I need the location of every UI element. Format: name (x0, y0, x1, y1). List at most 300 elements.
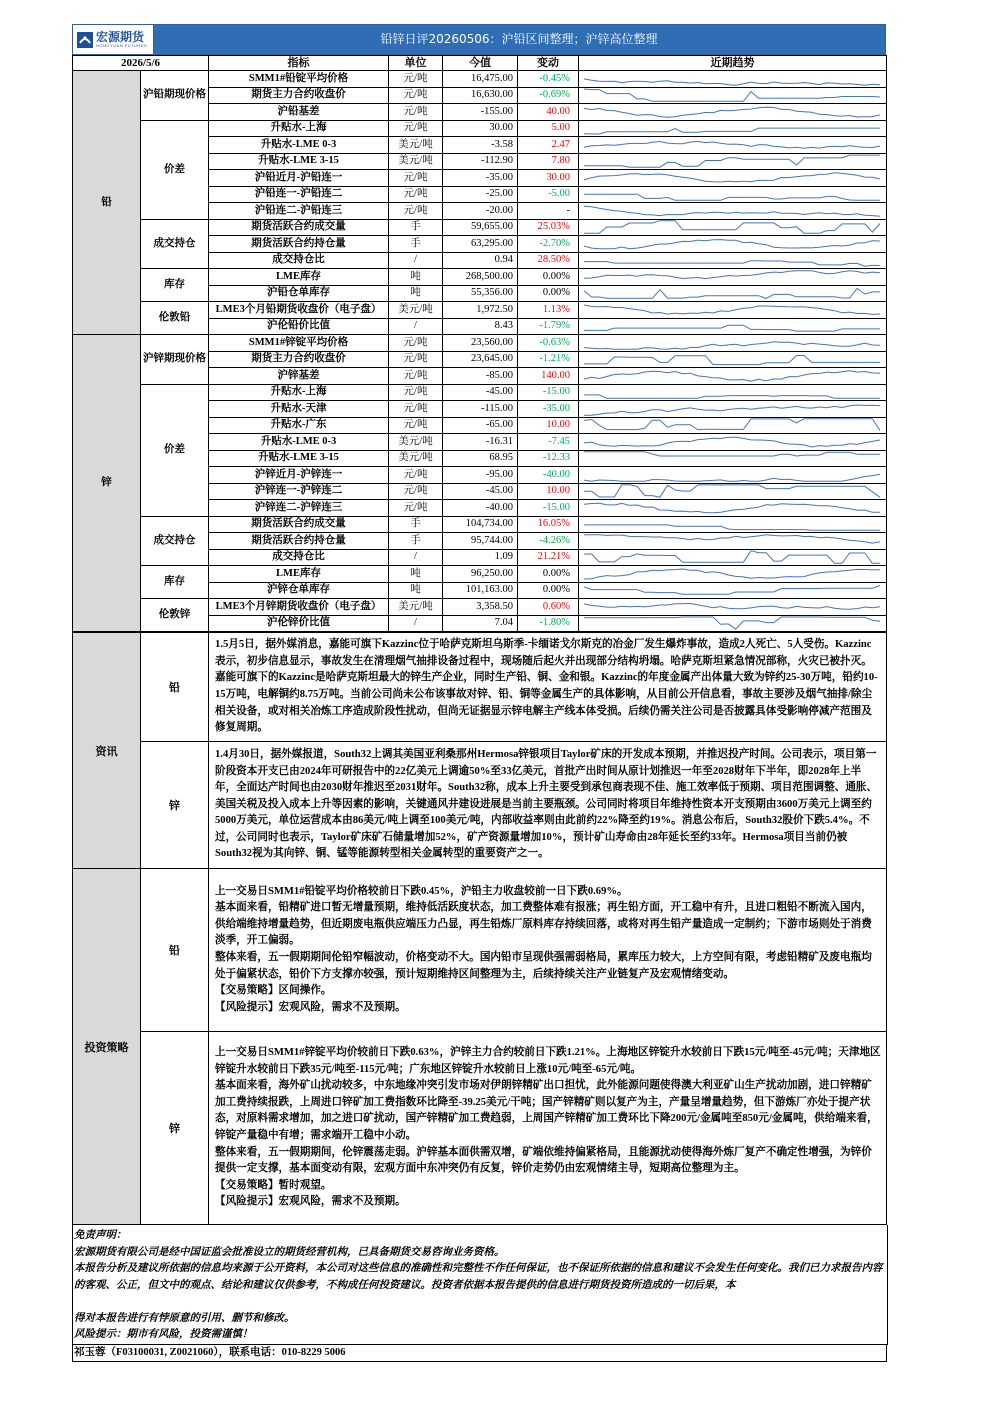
report-page (72, 24, 886, 1362)
trend-cell (579, 335, 887, 352)
trend-sparkline (579, 319, 885, 333)
unit-cell: 元/吨 (389, 401, 443, 418)
change-cell: -1.79% (518, 318, 579, 335)
unit-cell: 元/吨 (389, 483, 443, 500)
trend-cell (579, 450, 887, 467)
value-cell: 101,163.00 (443, 582, 518, 599)
trend-line (584, 89, 880, 101)
value-cell: -115.00 (443, 401, 518, 418)
trend-line (584, 107, 880, 117)
unit-cell: / (389, 615, 443, 632)
indicator-name: LME3个月铅期货收盘价（电子盘） (209, 302, 389, 319)
trend-sparkline (579, 303, 885, 317)
unit-cell: 元/吨 (389, 467, 443, 484)
trend-line (584, 341, 880, 349)
change-cell: 1.13% (518, 302, 579, 319)
trend-line (584, 356, 880, 365)
unit-cell: 美元/吨 (389, 434, 443, 451)
col-change: 变动 (518, 56, 579, 71)
indicator-name: 升贴水-LME 3-15 (209, 450, 389, 467)
market-row (73, 335, 887, 352)
indicator-name: SMM1#锌锭平均价格 (209, 335, 389, 352)
trend-cell (579, 533, 887, 550)
change-cell: -15.00 (518, 500, 579, 517)
value-cell: 16,630.00 (443, 87, 518, 104)
trend-sparkline (579, 369, 885, 383)
unit-cell: 美元/吨 (389, 302, 443, 319)
indicator-name: 升贴水-广东 (209, 417, 389, 434)
unit-cell: 美元/吨 (389, 599, 443, 616)
value-cell: 104,734.00 (443, 516, 518, 533)
indicator-name: 期货主力合约收盘价 (209, 351, 389, 368)
zinc-section-label: 锌 (73, 335, 141, 632)
indicator-name: 沪铅基差 (209, 104, 389, 121)
trend-cell (579, 219, 887, 236)
unit-cell: 手 (389, 236, 443, 253)
trend-cell (579, 582, 887, 599)
value-cell: 1.09 (443, 549, 518, 566)
change-cell: 40.00 (518, 104, 579, 121)
trend-cell (579, 401, 887, 418)
change-cell: 7.80 (518, 153, 579, 170)
change-cell: -5.00 (518, 186, 579, 203)
trend-cell (579, 285, 887, 302)
trend-sparkline (579, 435, 885, 449)
report-title: 铅锌日评20260506：沪铅区间整理；沪锌高位整理 (380, 32, 658, 46)
indicator-name: 升贴水-上海 (209, 120, 389, 137)
change-cell: -7.45 (518, 434, 579, 451)
trend-sparkline (579, 600, 885, 614)
news-zinc-label: 锌 (141, 742, 209, 869)
news-lead-text: 1.5月5日，据外媒消息，嘉能可旗下Kazzinc位于哈萨克斯坦乌斯季-卡缅诺戈尔斯克的冶金厂发生爆炸事故，造成2人死亡、5人受伤。Kazzinc表示，初步信息显示，事故发生在清理烟气抽排设备过程中，现场随后起火并出现部分结构坍塌。哈萨克斯坦紧急情况部称，火灾已被扑灭。嘉能可旗下的Kazzinc是哈萨克斯坦最大的锌生产企业，同时生产铅、铜、金和银。Kazzinc的年度金属产出体量大致为锌约25-30万吨，铅约10-15万吨，电解铜约8.75万吨。当前公司尚未公布该事故对锌、铅、铜等金属生产的具体影响，从目前公开信息看，事故主要涉及烟气抽排/除尘相关设备，或对相关冶炼工序造成阶段性扰动，但尚无证据显示锌电解主产线本体受损。后续仍需关注公司是否披露具体受影响停减产范围及修复周期。 (209, 633, 887, 742)
change-cell: -1.21% (518, 351, 579, 368)
unit-cell: / (389, 549, 443, 566)
trend-sparkline (579, 583, 885, 597)
value-cell: -40.00 (443, 500, 518, 517)
strategy-lead-para: 【风险提示】宏观风险，需求不及预期。 (215, 1001, 406, 1013)
indicator-name: 升贴水-LME 0-3 (209, 434, 389, 451)
value-cell: 3,358.50 (443, 599, 518, 616)
unit-cell: 手 (389, 533, 443, 550)
table-header-row (73, 56, 887, 71)
trend-cell (579, 384, 887, 401)
market-row (73, 384, 887, 401)
trend-cell (579, 351, 887, 368)
change-cell: 0.00% (518, 285, 579, 302)
strategy-lead-row (73, 869, 887, 1032)
strategy-zinc-label: 锌 (141, 1032, 209, 1225)
logo-mark-icon (77, 32, 93, 48)
trend-sparkline (579, 484, 885, 498)
unit-cell: 元/吨 (389, 203, 443, 220)
trend-cell (579, 500, 887, 517)
indicator-name: 沪铅连一-沪铅连二 (209, 186, 389, 203)
trend-sparkline (579, 418, 885, 432)
value-cell: 59,655.00 (443, 219, 518, 236)
col-indicator: 指标 (209, 56, 389, 71)
strategy-section-label: 投资策略 (73, 869, 141, 1225)
trend-line (584, 437, 880, 447)
value-cell: 8.43 (443, 318, 518, 335)
strategy-zinc-para: 【风险提示】宏观风险，需求不及预期。 (215, 1196, 406, 1208)
indicator-name: 沪锌连二-沪锌连三 (209, 500, 389, 517)
group-label: 伦敦铅 (141, 302, 209, 335)
indicator-name: 沪伦铅价比值 (209, 318, 389, 335)
unit-cell: 吨 (389, 269, 443, 286)
change-cell: 16.05% (518, 516, 579, 533)
unit-cell: 元/吨 (389, 104, 443, 121)
col-today: 今值 (443, 56, 518, 71)
value-cell: -20.00 (443, 203, 518, 220)
indicator-name: 期货活跃合约持仓量 (209, 236, 389, 253)
trend-sparkline (579, 204, 885, 218)
strategy-zinc-text (209, 1032, 887, 1225)
trend-cell (579, 104, 887, 121)
trend-sparkline (579, 550, 885, 564)
indicator-name: 成交持仓比 (209, 252, 389, 269)
trend-cell (579, 153, 887, 170)
group-label: 成交持仓 (141, 516, 209, 566)
trend-sparkline (579, 88, 885, 102)
trend-sparkline (579, 187, 885, 201)
value-cell: 0.94 (443, 252, 518, 269)
indicator-name: 期货活跃合约成交量 (209, 219, 389, 236)
indicator-name: LME库存 (209, 269, 389, 286)
trend-line (584, 617, 880, 629)
change-cell: 10.00 (518, 417, 579, 434)
strategy-lead-text (209, 869, 887, 1032)
change-cell: 2.47 (518, 137, 579, 154)
analyst-contact: 祁玉蓉（F03100031, Z0021060），联系电话：010-8229 5006 (72, 1345, 887, 1362)
indicator-name: LME库存 (209, 566, 389, 583)
unit-cell: 元/吨 (389, 71, 443, 88)
indicator-name: 期货活跃合约持仓量 (209, 533, 389, 550)
disclaimer-line: 得对本报告进行有悖原意的引用、删节和修改。 (74, 1312, 295, 1324)
value-cell: 23,645.00 (443, 351, 518, 368)
market-row (73, 120, 887, 137)
unit-cell: 元/吨 (389, 335, 443, 352)
trend-line (584, 155, 880, 167)
trend-line (584, 206, 880, 216)
change-cell: 140.00 (518, 368, 579, 385)
trend-cell (579, 599, 887, 616)
news-zinc-text: 1.4月30日，据外媒报道，South32上调其美国亚利桑那州Hermosa锌银项目Taylor矿床的开发成本预期，并推迟投产时间。公司表示，项目第一阶段资本开支已由2024年可研报告中的22亿美元上调逾50%至33亿美元，首批产出时间从原计划推迟一年至2028财年下半年，即2028年上半年，全面达产时间也由2030财年推迟至2031财年。South32称，成本上升主要受到承包商表现不佳、施工效率低于预期、项目范围调整、通胀、美国关税及投入成本上升等因素的影响，关键通风井建设进展是当前主要瓶颈。公司同时将项目年维持性资本开支预期由3600万美元上调至约5000万美元，单位运营成本由86美元/吨上调至100美元/吨，内部收益率则由此前约22%降至约19%。消息公布后，South32股价下跌5.4%。不过，公司同时也表示，Taylor矿床矿石储量增加52%，矿产资源量增加10%，预计矿山寿命由28年延长至约33年。Hermosa项目当前仍被South32视为其向锌、铜、锰等能源转型相关金属转型的重要资产之一。 (209, 742, 887, 869)
trend-line (584, 261, 880, 267)
change-cell: 0.60% (518, 599, 579, 616)
value-cell: -25.00 (443, 186, 518, 203)
value-cell: -95.00 (443, 467, 518, 484)
trend-sparkline (579, 72, 885, 86)
disclaimer-line: 本报告分析及建议所依据的信息均来源于公开资料，本公司对这些信息的准确性和完整性不作任何保证，也不保证所依据的信息和建议不会发生任何变化。我们已力求报告内容的客观、公正，但文中的观点、结论和建议仅供参考，不构成任何投资建议。投资者依据本报告提供的信息进行期货投资所造成的一切后果，本 (74, 1263, 883, 1291)
news-table (72, 632, 887, 1225)
trend-cell (579, 566, 887, 583)
trend-cell (579, 269, 887, 286)
indicator-name: 期货主力合约收盘价 (209, 87, 389, 104)
trend-line (584, 194, 880, 200)
group-label: 价差 (141, 384, 209, 516)
indicator-name: 沪锌连一-沪锌连二 (209, 483, 389, 500)
market-row (73, 566, 887, 583)
trend-sparkline (579, 517, 885, 531)
trend-sparkline (579, 121, 885, 135)
group-label: 伦敦锌 (141, 599, 209, 632)
value-cell: 95,744.00 (443, 533, 518, 550)
trend-cell (579, 302, 887, 319)
trend-cell (579, 467, 887, 484)
indicator-name: LME3个月锌期货收盘价（电子盘） (209, 599, 389, 616)
trend-cell (579, 516, 887, 533)
change-cell: -0.63% (518, 335, 579, 352)
unit-cell: 手 (389, 219, 443, 236)
unit-cell: 元/吨 (389, 351, 443, 368)
change-cell: -12.33 (518, 450, 579, 467)
report-header (72, 24, 886, 55)
unit-cell: 元/吨 (389, 186, 443, 203)
trend-sparkline (579, 105, 885, 119)
news-section-label: 资讯 (73, 633, 141, 869)
trend-cell (579, 417, 887, 434)
indicator-name: 升贴水-LME 0-3 (209, 137, 389, 154)
change-cell: -4.26% (518, 533, 579, 550)
trend-line (584, 371, 880, 381)
indicator-name: 沪锌近月-沪锌连一 (209, 467, 389, 484)
strategy-zinc-para: 整体来看，五一假期期间，伦锌震荡走弱。沪锌基本面供需双增，矿端依维持偏紧格局，且能源扰动使得海外炼厂复产不确定性增强，为锌价提供一定支撑，基本面变动有限，宏观方面中东冲突仍有反复，锌价走势仍由宏观情绪主导，短期高位整理为主。 (215, 1146, 872, 1175)
unit-cell: / (389, 318, 443, 335)
unit-cell: 元/吨 (389, 120, 443, 137)
unit-cell: 美元/吨 (389, 137, 443, 154)
trend-cell (579, 318, 887, 335)
change-cell: -2.70% (518, 236, 579, 253)
unit-cell: 元/吨 (389, 500, 443, 517)
indicator-name: 沪铅近月-沪铅连一 (209, 170, 389, 187)
value-cell: 7.04 (443, 615, 518, 632)
trend-cell (579, 120, 887, 137)
trend-cell (579, 483, 887, 500)
unit-cell: 吨 (389, 582, 443, 599)
value-cell: 68.95 (443, 450, 518, 467)
trend-sparkline (579, 237, 885, 251)
value-cell: -155.00 (443, 104, 518, 121)
change-cell: -15.00 (518, 384, 579, 401)
market-row (73, 71, 887, 88)
trend-line (584, 551, 880, 564)
trend-line (584, 305, 880, 314)
trend-cell (579, 368, 887, 385)
group-label: 库存 (141, 566, 209, 599)
trend-sparkline (579, 501, 885, 515)
strategy-zinc-para: 【交易策略】暂时观望。 (215, 1179, 332, 1191)
market-row (73, 516, 887, 533)
change-cell: 0.00% (518, 269, 579, 286)
value-cell: -16.31 (443, 434, 518, 451)
indicator-name: 成交持仓比 (209, 549, 389, 566)
change-cell: 28.50% (518, 252, 579, 269)
trend-cell (579, 87, 887, 104)
trend-line (584, 569, 880, 579)
indicator-name: 升贴水-LME 3-15 (209, 153, 389, 170)
unit-cell: / (389, 252, 443, 269)
unit-cell: 吨 (389, 285, 443, 302)
trend-sparkline (579, 286, 885, 300)
logo-subtext: HONGYUAN FUTURES (96, 43, 148, 48)
value-cell: 30.00 (443, 120, 518, 137)
value-cell: -65.00 (443, 417, 518, 434)
strategy-zinc-row (73, 1032, 887, 1225)
unit-cell: 元/吨 (389, 417, 443, 434)
value-cell: 55,356.00 (443, 285, 518, 302)
change-cell: 21.21% (518, 549, 579, 566)
trend-line (584, 221, 880, 234)
indicator-name: 沪伦锌价比值 (209, 615, 389, 632)
trend-sparkline (579, 402, 885, 416)
value-cell: 1,972.50 (443, 302, 518, 319)
trend-line (584, 239, 880, 248)
trend-sparkline (579, 253, 885, 267)
disclaimer-title: 免责声明： (74, 1230, 127, 1241)
market-row (73, 599, 887, 616)
trend-line (584, 128, 880, 134)
strategy-lead-para: 整体来看，五一假期期间伦铅窄幅波动，价格变动不大。国内铅市呈现供强需弱格局，累库压力较大，上方空间有限，考虑铅精矿及废电瓶均处于偏紧状态，铅价下方支撑亦较强，预计短期维持区间整理为主，后续持续关注产业链复产及宏观情绪变动。 (215, 952, 872, 980)
strategy-lead-para: 基本面来看，铅精矿进口暂无增量预期，维持低活跃度状态，加工费整体难有报涨；再生铅方面，开工稳中有升，且进口粗铅不断流入国内，供给端维持增量趋势，但近期废电瓶供应端压力凸显，再生铅炼厂原料库存持续回落，或将对再生铅产量造成一定制约；下游市场则处于消费淡季，开工偏弱。 (215, 902, 872, 947)
unit-cell: 元/吨 (389, 170, 443, 187)
value-cell: 63,295.00 (443, 236, 518, 253)
unit-cell: 吨 (389, 566, 443, 583)
trend-sparkline (579, 468, 885, 482)
trend-cell (579, 549, 887, 566)
change-cell: -0.45% (518, 71, 579, 88)
news-lead-label: 铅 (141, 633, 209, 742)
trend-line (584, 603, 880, 609)
change-cell: - (518, 203, 579, 220)
trend-cell (579, 186, 887, 203)
indicator-name: 沪铅仓单库存 (209, 285, 389, 302)
news-zinc-row (73, 742, 887, 869)
value-cell: -45.00 (443, 384, 518, 401)
value-cell: -85.00 (443, 368, 518, 385)
market-row (73, 269, 887, 286)
trend-line (584, 79, 880, 85)
trend-line (584, 405, 880, 415)
strategy-lead-para: 【交易策略】区间操作。 (215, 985, 332, 997)
trend-line (584, 141, 880, 148)
trend-line (584, 534, 880, 542)
value-cell: -45.00 (443, 483, 518, 500)
unit-cell: 元/吨 (389, 87, 443, 104)
indicator-name: 沪铅连二-沪铅连三 (209, 203, 389, 220)
news-lead-row (73, 633, 887, 742)
disclaimer-line: 宏源期货有限公司是经中国证监会批准设立的期货经营机构，已具备期货交易咨询业务资格。 (74, 1246, 505, 1258)
company-logo (73, 25, 154, 54)
change-cell: 10.00 (518, 483, 579, 500)
trend-line (584, 452, 880, 456)
trend-cell (579, 170, 887, 187)
trend-sparkline (579, 220, 885, 234)
value-cell: 268,500.00 (443, 269, 518, 286)
change-cell: 5.00 (518, 120, 579, 137)
trend-line (584, 289, 880, 299)
market-row (73, 219, 887, 236)
trend-sparkline (579, 138, 885, 152)
trend-sparkline (579, 385, 885, 399)
change-cell: -35.00 (518, 401, 579, 418)
value-cell: 23,560.00 (443, 335, 518, 352)
strategy-lead-label: 铅 (141, 869, 209, 1032)
strategy-zinc-para: 基本面来看，海外矿山扰动较多，中东地缘冲突引发市场对伊朗锌精矿出口担忧，此外能源问题使得澳大利亚矿山生产扰动加剧，进口锌精矿加工费持续报跌，上周进口锌矿加工费指数环比降至-39.25美元/干吨；国产锌精矿则以复产为主，产量呈增量趋势，但下游炼厂亦处于提产状态，对原料需求增加，加之进口矿扰动，国产锌精矿加工费趋弱，上周国产锌精矿加工费环比下降200元/金属吨至850元/金属吨，供给端来看，锌锭产量稳中有增；需求端开工稳中小动。 (215, 1080, 878, 1141)
trend-cell (579, 434, 887, 451)
trend-line (584, 173, 880, 182)
col-unit: 单位 (389, 56, 443, 71)
value-cell: -35.00 (443, 170, 518, 187)
trend-line (584, 270, 880, 278)
report-date: 2026/5/6 (73, 56, 209, 71)
unit-cell: 美元/吨 (389, 153, 443, 170)
market-row (73, 302, 887, 319)
trend-sparkline (579, 567, 885, 581)
trend-sparkline (579, 171, 885, 185)
lead-section-label: 铅 (73, 71, 141, 335)
value-cell: -112.90 (443, 153, 518, 170)
strategy-lead-para: 上一交易日SMM1#铅锭平均价格较前日下跌0.45%，沪铅主力收盘较前一日下跌0.69%。 (215, 885, 628, 897)
indicator-name: 升贴水-上海 (209, 384, 389, 401)
trend-line (584, 525, 880, 530)
change-cell: 0.00% (518, 582, 579, 599)
change-cell: -40.00 (518, 467, 579, 484)
trend-cell (579, 71, 887, 88)
col-trend: 近期趋势 (579, 56, 887, 71)
group-label: 沪铅期现价格 (141, 71, 209, 121)
indicator-name: SMM1#铅锭平均价格 (209, 71, 389, 88)
trend-cell (579, 615, 887, 632)
disclaimer-line (74, 1294, 886, 1311)
unit-cell: 美元/吨 (389, 450, 443, 467)
strategy-zinc-para: 上一交易日SMM1#锌锭平均价较前日下跌0.63%，沪锌主力合约较前日下跌1.21%。上海地区锌锭升水较前日下跌15元/吨至-45元/吨；天津地区锌锭升水较前日下跌35元/吨至-115元/吨；广东地区锌锭升水较前日上涨10元/吨至-65元/吨。 (215, 1047, 881, 1075)
trend-sparkline (579, 270, 885, 284)
group-label: 成交持仓 (141, 219, 209, 269)
unit-cell: 手 (389, 516, 443, 533)
trend-sparkline (579, 352, 885, 366)
trend-line (584, 395, 880, 398)
change-cell: 0.00% (518, 566, 579, 583)
market-table (72, 55, 887, 632)
trend-line (584, 485, 880, 498)
trend-sparkline (579, 154, 885, 168)
value-cell: 16,475.00 (443, 71, 518, 88)
trend-line (584, 326, 880, 332)
trend-line (584, 419, 880, 431)
trend-cell (579, 137, 887, 154)
group-label: 库存 (141, 269, 209, 302)
trend-line (584, 474, 880, 481)
indicator-name: 沪锌基差 (209, 368, 389, 385)
trend-cell (579, 203, 887, 220)
indicator-name: 期货活跃合约成交量 (209, 516, 389, 533)
trend-line (584, 586, 880, 595)
logo-text: 宏源期货 (96, 30, 145, 44)
group-label: 沪锌期现价格 (141, 335, 209, 385)
indicator-name: 升贴水-天津 (209, 401, 389, 418)
group-label: 价差 (141, 120, 209, 219)
trend-sparkline (579, 336, 885, 350)
change-cell: 30.00 (518, 170, 579, 187)
risk-warning: 风险提示：期市有风险，投资需谨慎！ (74, 1329, 253, 1340)
change-cell: -0.69% (518, 87, 579, 104)
indicator-name: 沪锌仓单库存 (209, 582, 389, 599)
disclaimer (72, 1225, 888, 1345)
change-cell: 25.03% (518, 219, 579, 236)
trend-sparkline (579, 616, 885, 630)
unit-cell: 元/吨 (389, 368, 443, 385)
trend-sparkline (579, 534, 885, 548)
